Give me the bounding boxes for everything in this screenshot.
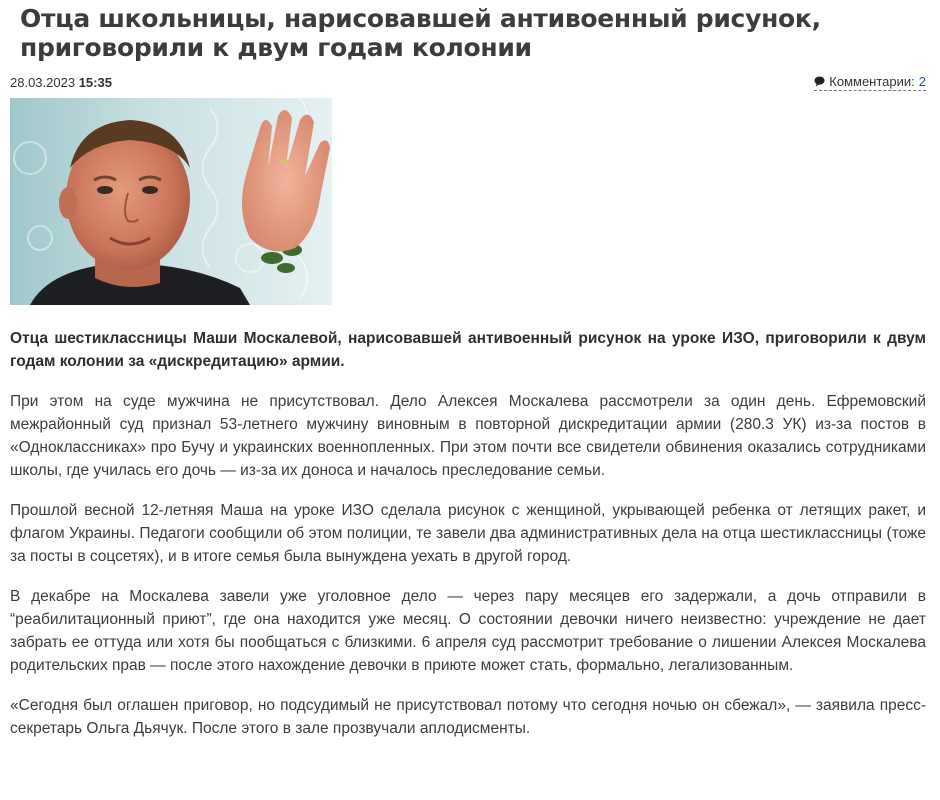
article-lead: Отца шестиклассницы Маши Москалевой, нарисовавшей антивоенный рисунок на уроке ИЗО, приговорили к двум годам колонии за «дискредитацию» армии. <box>10 330 926 370</box>
article-title: Отца школьницы, нарисовавшей антивоенный рисунок, приговорили к двум годам колонии <box>20 4 821 62</box>
comments-label: Комментарии: <box>829 73 915 89</box>
article-body <box>10 327 926 740</box>
article-paragraph: «Сегодня был оглашен приговор, но подсудимый не присутствовал потому что сегодня ночью он сбежал», — заявила пресс-секретарь Ольга Дьячук. После этого в зале прозвучали аплодисменты. <box>10 697 926 737</box>
publish-time: 15:35 <box>78 74 112 90</box>
publish-date: 28.03.2023 <box>10 74 76 90</box>
comments-count: 2 <box>918 73 926 89</box>
article-paragraph: В декабре на Москалева завели уже уголовное дело — через пару месяцев его задержали, а дочь отправили в “реабилитационный приют”, где она находится уже месяц. О состоянии девочки ничего неизвестно: учреждение не дает забрать ее оттуда или хотя бы пообщаться с близкими. 6 апреля суд рассмотрит требование о лишении Алексея Москалева родительских прав — после этого нахождение девочки в приюте может стать, формально, легализованным. <box>10 588 926 674</box>
article-photo <box>10 98 332 305</box>
comments-link[interactable] <box>814 74 926 91</box>
article-paragraph: Прошлой весной 12-летняя Маша на уроке ИЗО сделала рисунок с женщиной, укрывающей ребенка от летящих ракет, и флагом Украины. Педагоги сообщили об этом полиции, те завели два административных дела на отца шестиклассницы (тоже за посты в соцсетях), и в итоге семья была вынуждена уехать в другой город. <box>10 502 926 565</box>
article-paragraph: При этом на суде мужчина не присутствовал. Дело Алексея Москалева рассмотрели за один день. Ефремовский межрайонный суд признал 53-летнего мужчину виновным в повторной дискредитации армии (280.3 УК) из-за постов в «Одноклассниках» про Бучу и украинских военнопленных. При этом почти все свидетели обвинения оказались сотрудниками школы, где училась его дочь — из-за их доноса и началось преследование семьи. <box>10 393 926 479</box>
publish-datetime <box>10 75 112 90</box>
speech-bubble-icon <box>814 76 825 87</box>
article-meta <box>10 73 926 91</box>
